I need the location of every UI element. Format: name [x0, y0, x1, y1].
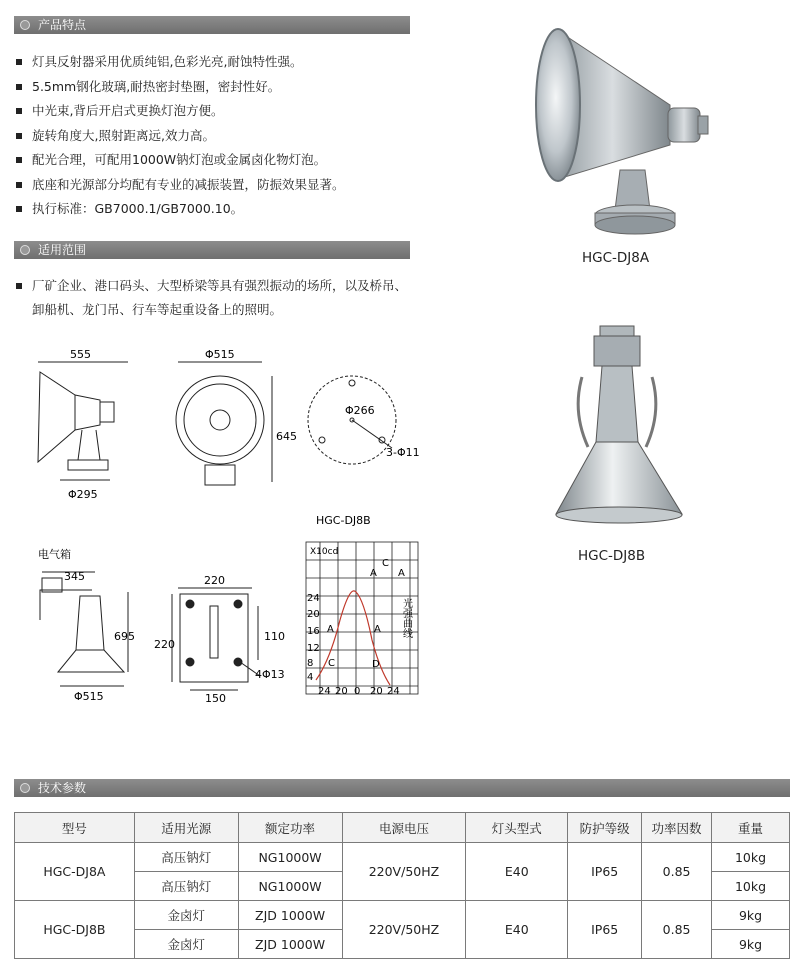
chart-y-tick: 12 — [307, 643, 320, 654]
feature-list — [16, 50, 416, 222]
chart-x-tick: 0 — [354, 686, 361, 697]
dim-label: 4Φ13 — [255, 668, 285, 681]
dim-label: 220 — [204, 574, 225, 587]
chart-annotation: C — [328, 658, 335, 669]
chart-vertical-label: 光强曲线 — [400, 598, 412, 638]
dim-label: 3-Φ11 — [386, 446, 420, 459]
dim-label: Φ266 — [345, 404, 375, 417]
chart-x-tick: 20 — [370, 686, 383, 697]
column-header: 型号 — [15, 813, 135, 843]
cell-power: NG1000W — [238, 843, 342, 872]
chart-annotation: A — [327, 624, 334, 635]
list-item: 执行标准：GB7000.1/GB7000.10。 — [16, 197, 416, 222]
cell-pf: 0.85 — [642, 843, 712, 901]
chart-annotation: A — [370, 568, 377, 579]
section-title: 技术参数 — [38, 781, 87, 795]
product-b-caption: HGC-DJ8B — [578, 548, 646, 564]
tech-section-header — [14, 779, 790, 797]
chart-y-tick: 16 — [307, 626, 320, 637]
cell-voltage: 220V/50HZ — [342, 901, 466, 959]
dim-label: 220 — [154, 638, 175, 651]
spec-table — [14, 812, 790, 959]
chart-unit: X10cd — [310, 547, 339, 557]
dim-label: 150 — [205, 692, 226, 705]
cell-source: 金卤灯 — [134, 930, 238, 959]
cell-power: NG1000W — [238, 872, 342, 901]
list-item: 配光合理，可配用1000W钠灯泡或金属卤化物灯泡。 — [16, 148, 416, 173]
chart-y-tick: 20 — [307, 609, 320, 620]
list-item: 底座和光源部分均配有专业的减振装置，防振效果显著。 — [16, 173, 416, 198]
cell-power: ZJD 1000W — [238, 901, 342, 930]
section-title: 适用范围 — [38, 243, 87, 257]
column-header: 电源电压 — [342, 813, 466, 843]
drawing-model-label: HGC-DJ8B — [316, 514, 371, 527]
dim-label: Φ295 — [68, 488, 98, 501]
light-intensity-chart — [300, 540, 422, 700]
cell-protection: IP65 — [568, 843, 642, 901]
cell-weight: 9kg — [712, 901, 790, 930]
chart-y-tick: 24 — [307, 593, 320, 604]
chart-annotation: A — [398, 568, 405, 579]
dim-label: 电气箱 — [38, 548, 71, 561]
cell-cap: E40 — [466, 901, 568, 959]
dim-label: 345 — [64, 570, 85, 583]
features-section-header — [14, 16, 410, 34]
column-header: 功率因数 — [642, 813, 712, 843]
highbay-b-image — [550, 322, 690, 532]
list-item: 5.5mm钢化玻璃,耐热密封垫圈，密封性好。 — [16, 75, 416, 100]
section-title: 产品特点 — [38, 18, 87, 32]
cell-model: HGC-DJ8B — [15, 901, 135, 959]
cell-source: 金卤灯 — [134, 901, 238, 930]
dim-label: 645 — [276, 430, 297, 443]
table-header-row — [15, 813, 790, 843]
cell-voltage: 220V/50HZ — [342, 843, 466, 901]
cell-model: HGC-DJ8A — [15, 843, 135, 901]
column-header: 重量 — [712, 813, 790, 843]
dim-label: 555 — [70, 348, 91, 361]
floodlight-a-image — [520, 20, 720, 240]
cell-power: ZJD 1000W — [238, 930, 342, 959]
scope-section-header — [14, 241, 410, 259]
list-item: 灯具反射器采用优质纯铝,色彩光亮,耐蚀特性强。 — [16, 50, 416, 75]
cell-source: 高压钠灯 — [134, 843, 238, 872]
bullet-circle-icon — [20, 20, 30, 30]
column-header: 防护等级 — [568, 813, 642, 843]
chart-x-tick: 20 — [335, 686, 348, 697]
chart-y-tick: 8 — [307, 658, 314, 669]
cell-weight: 10kg — [712, 872, 790, 901]
list-item: 旋转角度大,照射距离远,效力高。 — [16, 124, 416, 149]
column-header: 额定功率 — [238, 813, 342, 843]
dim-label: 695 — [114, 630, 135, 643]
column-header: 适用光源 — [134, 813, 238, 843]
table-row — [15, 843, 790, 872]
chart-x-tick: 24 — [387, 686, 400, 697]
table-row — [15, 901, 790, 930]
chart-x-tick: 24 — [318, 686, 331, 697]
bullet-circle-icon — [20, 783, 30, 793]
cell-source: 高压钠灯 — [134, 872, 238, 901]
cell-protection: IP65 — [568, 901, 642, 959]
dim-label: Φ515 — [205, 348, 235, 361]
column-header: 灯头型式 — [466, 813, 568, 843]
dim-label: 110 — [264, 630, 285, 643]
cell-weight: 10kg — [712, 843, 790, 872]
cell-cap: E40 — [466, 843, 568, 901]
scope-text: 厂矿企业、港口码头、大型桥梁等具有强烈振动的场所，以及桥吊、卸船机、龙门吊、行车等起重设备上的照明。 — [16, 274, 416, 322]
chart-annotation: C — [382, 558, 389, 569]
cell-weight: 9kg — [712, 930, 790, 959]
chart-annotation: A — [374, 624, 381, 635]
product-a-caption: HGC-DJ8A — [582, 250, 650, 266]
cell-pf: 0.85 — [642, 901, 712, 959]
dim-label: Φ515 — [74, 690, 104, 703]
chart-y-tick: 4 — [307, 672, 314, 683]
chart-annotation: D — [372, 659, 380, 670]
bullet-circle-icon — [20, 245, 30, 255]
list-item: 中光束,背后开启式更换灯泡方便。 — [16, 99, 416, 124]
